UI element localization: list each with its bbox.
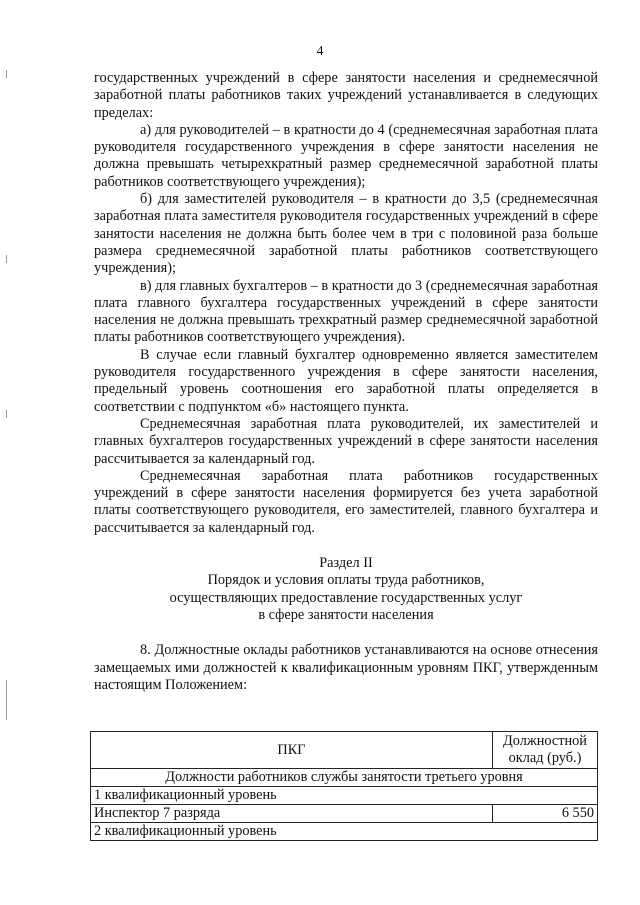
paragraph: Среднемесячная заработная плата руководителей, их заместителей и главных бухгалтеров государственных учреждений в сфере занятости населения рассчитывается за календарный год. [94, 415, 598, 467]
section-title-line: Порядок и условия оплаты труда работников, [207, 572, 485, 589]
scan-margin-mark [6, 70, 7, 78]
paragraph: в) для главных бухгалтеров – в кратности до 3 (среднемесячная заработная плата главного бухгалтера государственных учреждений в сфере занятости населения не должна превышать трехкратный размер среднемесячной заработной платы работников соответствующего учреждения). [94, 277, 598, 346]
scan-margin-mark [6, 255, 7, 263]
paragraph: б) для заместителей руководителя – в кратности до 3,5 (среднемесячная заработная плата заместителя руководителя государственных учреждений в сфере занятости населения не должна быть более чем в три с половиной раза больше размера среднемесячной заработной платы работников соответствующего учреждения); [94, 191, 598, 277]
qualification-level: 2 квалификационный уровень [91, 823, 598, 841]
paragraph: Среднемесячная заработная плата работников государственных учреждений в сфере занятости населения формируется без учета заработной платы соответствующего руководителя, его заместителей, главного бухгалтера и рассчитывается за календарный год. [94, 467, 598, 536]
table-row [91, 823, 598, 841]
document-body [94, 70, 598, 694]
position-name: Инспектор 7 разряда [91, 805, 493, 823]
header-pkg: ПКГ [91, 732, 493, 769]
group-row: Должности работников службы занятости третьего уровня [91, 769, 598, 787]
section-title-line: в сфере занятости населения [258, 606, 434, 623]
scan-margin-mark [6, 410, 7, 418]
position-salary: 6 550 [493, 805, 598, 823]
paragraph: государственных учреждений в сфере занятости населения и среднемесячной заработной платы работников таких учреждений устанавливается в следующих пределах: [94, 70, 598, 121]
paragraph: В случае если главный бухгалтер одновременно является заместителем руководителя государственного учреждения в сфере занятости населения, предельный уровень соотношения его заработной платы определяется в соответствии с подпунктом «б» настоящего пункта. [94, 346, 598, 415]
table-row [91, 805, 598, 823]
section-title-line: осуществляющих предоставление государственных услуг [169, 589, 523, 606]
table-row [91, 769, 598, 787]
table-header-row [91, 732, 598, 769]
table-row [91, 787, 598, 805]
qualification-level: 1 квалификационный уровень [91, 787, 598, 805]
salary-table [90, 731, 598, 841]
scan-margin-mark [6, 680, 7, 720]
paragraph: а) для руководителей – в кратности до 4 (среднемесячная заработная плата руководителя государственного учреждения в сфере занятости населения не должна превышать четырехкратный размер среднемесячной заработной платы работников соответствующего учреждения); [94, 121, 598, 190]
paragraph: 8. Должностные оклады работников устанавливаются на основе отнесения замещаемых ими должностей к квалификационным уровням ПКГ, утвержденным настоящим Положением: [94, 642, 598, 693]
section-label: Раздел II [319, 555, 373, 572]
page-number: 4 [316, 44, 324, 59]
header-salary: Должностной оклад (руб.) [493, 732, 598, 769]
